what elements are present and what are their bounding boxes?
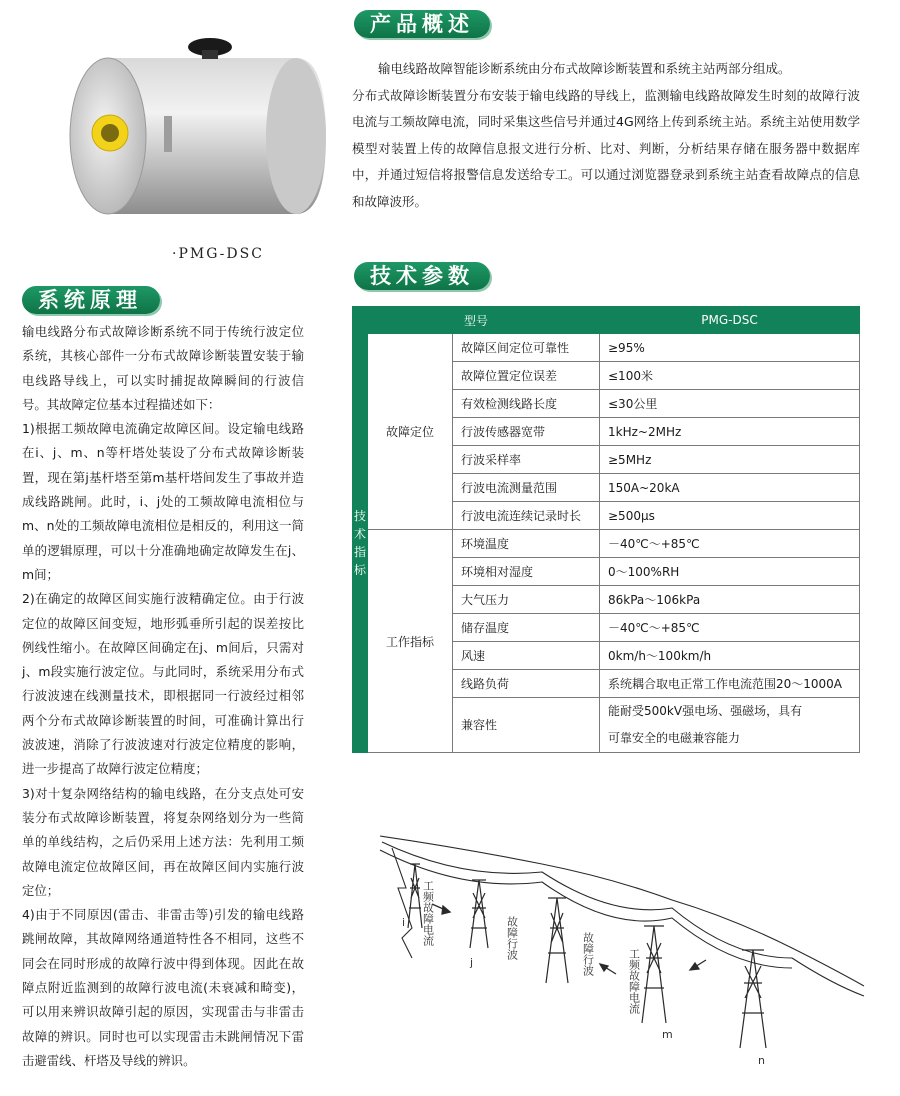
- table-header-row: [353, 307, 860, 334]
- table-cell-item: 行波传感器宽带: [453, 418, 600, 446]
- overview-paragraph: 分布式故障诊断装置分布安装于输电线路的导线上，监测输电线路故障发生时刻的故障行波电流与工频故障电流，同时采集这些信号并通过4G网络上传到系统主站。系统主站使用数学模型对装置上传的故障信息报文进行分析、比对、判断，分析结果存储在服务器中数据库中，并通过短信将报警信息发送给专工。可以通过浏览器登录到系统主站查看故障点的信息和故障波形。: [352, 87, 860, 209]
- table-cell-value: －40℃～+85℃: [600, 530, 860, 558]
- table-cell-value: 1kHz~2MHz: [600, 418, 860, 446]
- label-power-fault-current-2: 工频故障电流: [627, 948, 641, 1014]
- label-tower-m: m: [662, 1028, 673, 1041]
- table-header-label: 型号: [353, 307, 600, 334]
- overview-section-title: 产品概述: [354, 10, 490, 38]
- label-tower-j: j: [470, 956, 474, 969]
- label-fault-wave-1: 故障行波: [505, 916, 519, 960]
- principle-text: [22, 320, 304, 1073]
- compat-line-2: 可靠安全的电磁兼容能力: [608, 731, 741, 745]
- principle-paragraph: 2)在确定的故障区间实施行波精确定位。由于行波定位的故障区间变短，地形弧垂所引起的误差按比例线性缩小。在故障区间确定在j、m间后，只需对j、m段实施行波定位。与此同时，系统采用分布式行波波速在线测量技术，即根据同一行波经过相邻两个分布式故障诊断装置的时间，可准确计算出行波波速，消除了行波波速对行波定位精度的影响，进一步提高了故障行波定位精度；: [22, 591, 304, 777]
- label-power-fault-current-1: 工频故障电流: [421, 880, 435, 946]
- principle-paragraph: 4)由于不同原因(雷击、非雷击等)引发的输电线路跳闸故障，其故障网络通道特性各不相同，这些不同会在同时形成的故障行波中得到体现。因此在故障点附近监测到的故障行波电流(未衰减和畸变)，可以用来辨识故障引起的原因，实现雷击与非雷击故障的辨识。同时也可以实现雷击未跳闸情况下雷击避雷线、杆塔及导线的辨识。: [22, 907, 304, 1068]
- table-cell-value: ≥95%: [600, 334, 860, 362]
- table-cell-value: 0km/h～100km/h: [600, 642, 860, 670]
- product-model-caption: ·PMG-DSC: [172, 246, 264, 262]
- table-cell-item: 行波采样率: [453, 446, 600, 474]
- table-cell-item: 故障位置定位误差: [453, 362, 600, 390]
- label-tower-i: i: [402, 916, 406, 929]
- principle-paragraph: 1)根据工频故障电流确定故障区间。设定输电线路在i、j、m、n等杆塔处装设了分布式故障诊断装置，现在第j基杆塔至第m基杆塔间发生了事故并造成线路跳闸。此时，i、j处的工频故障电流相位与m、n处的工频故障电流相位是相反的，利用这一简单的逻辑原理，可以十分准确地确定故障发生在j、m间；: [22, 421, 304, 582]
- side-label: [353, 334, 368, 753]
- table-cell-value: －40℃～+85℃: [600, 614, 860, 642]
- table-cell-value: ≥500μs: [600, 502, 860, 530]
- principle-section-title: 系统原理: [22, 286, 160, 314]
- product-device-image: [68, 36, 330, 222]
- table-cell-item: 行波电流连续记录时长: [453, 502, 600, 530]
- table-cell-item: 大气压力: [453, 586, 600, 614]
- table-cell-value: ≥5MHz: [600, 446, 860, 474]
- table-cell-item: 有效检测线路长度: [453, 390, 600, 418]
- table-cell-item: 环境相对湿度: [453, 558, 600, 586]
- table-cell-value: 86kPa～106kPa: [600, 586, 860, 614]
- table-cell-item: 环境温度: [453, 530, 600, 558]
- principle-paragraph: 3)对十复杂网络结构的输电线路，在分支点处可安装分布式故障诊断装置，将复杂网络划分为一些简单的单线结构，之后仍采用上述方法：先利用工频故障电流定位故障区间，再在故障区间内实施行波定位；: [22, 785, 304, 898]
- table-cell-value: ≤30公里: [600, 390, 860, 418]
- overview-paragraph: 输电线路故障智能诊断系统由分布式故障诊断装置和系统主站两部分组成。: [378, 61, 791, 76]
- table-cell-item: 储存温度: [453, 614, 600, 642]
- label-fault-wave-2: 故障行波: [581, 932, 595, 976]
- table-row: [353, 530, 860, 558]
- table-cell-value: 0～100%RH: [600, 558, 860, 586]
- table-cell-value: 系统耦合取电正常工作电流范围20～1000A: [600, 670, 860, 698]
- compat-line-1: 能耐受500kV强电场、强磁场，具有: [608, 704, 803, 718]
- table-row: [353, 334, 860, 362]
- tech-params-table: [352, 306, 860, 753]
- table-cell-item: 故障区间定位可靠性: [453, 334, 600, 362]
- table-cell-value: 150A~20kA: [600, 474, 860, 502]
- table-cell-item: 兼容性: [453, 698, 600, 753]
- group-working-specs: 工作指标: [368, 530, 453, 753]
- transmission-line-diagram: [372, 808, 872, 1076]
- side-label-char: 技: [353, 509, 366, 523]
- side-label-char: 标: [353, 563, 366, 577]
- table-header-value: PMG-DSC: [600, 307, 860, 334]
- table-cell-item: 行波电流测量范围: [453, 474, 600, 502]
- table-cell-item: 线路负荷: [453, 670, 600, 698]
- label-tower-n: n: [758, 1054, 765, 1067]
- principle-paragraph: 输电线路分布式故障诊断系统不同于传统行波定位系统，其核心部件一分布式故障诊断装置安装于输电线路导线上，可以实时捕捉故障瞬间的行波信号。其故障定位基本过程描述如下：: [22, 324, 304, 412]
- side-label-char: 术: [353, 527, 366, 541]
- table-cell-value: ≤100米: [600, 362, 860, 390]
- params-section-title: 技术参数: [354, 262, 490, 290]
- side-label-char: 指: [353, 545, 366, 559]
- table-cell-item: 风速: [453, 642, 600, 670]
- group-fault-location: 故障定位: [368, 334, 453, 530]
- overview-text: [352, 56, 860, 215]
- table-cell-value: [600, 698, 860, 753]
